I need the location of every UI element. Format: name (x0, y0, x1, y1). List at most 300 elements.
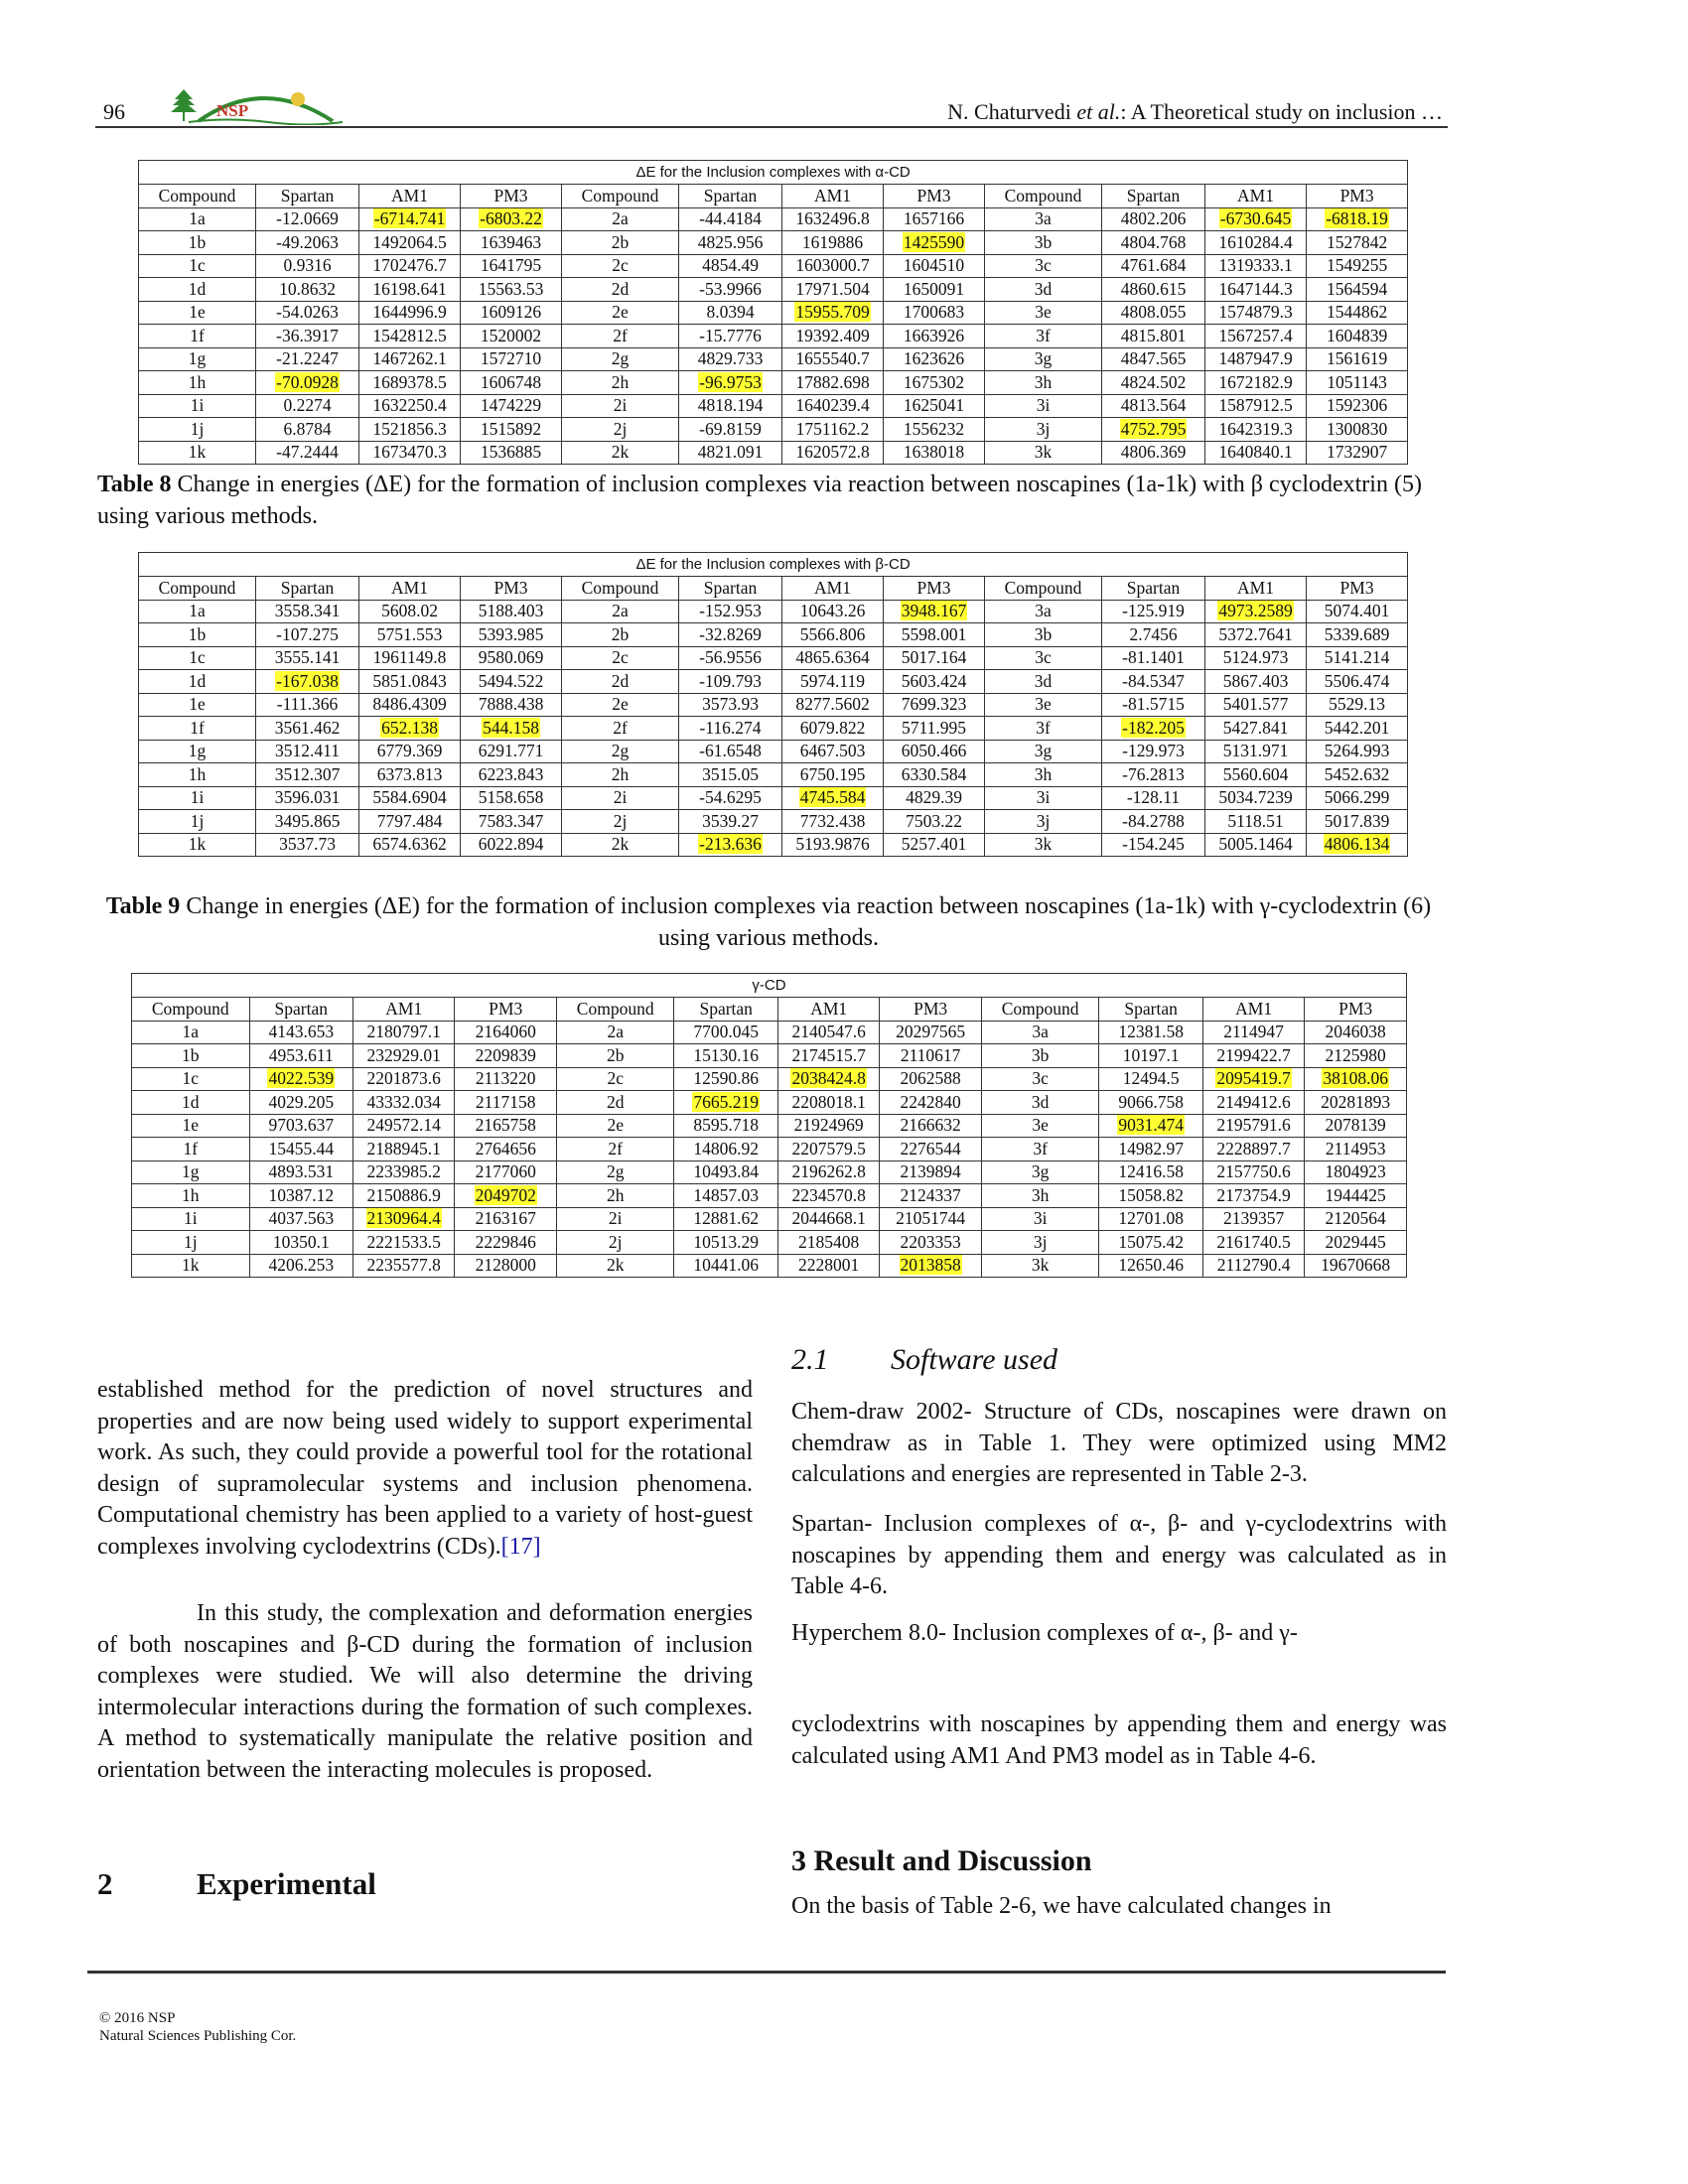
value-cell: 2110617 (880, 1044, 981, 1068)
compound-cell: 1b (132, 1044, 250, 1068)
value-cell: 2161740.5 (1202, 1231, 1304, 1255)
value-cell: 4860.615 (1102, 278, 1205, 302)
value-cell: 4808.055 (1102, 301, 1205, 325)
value-cell: 4815.801 (1102, 325, 1205, 348)
value-cell: 5608.02 (359, 600, 461, 623)
value-cell: 1961149.8 (359, 646, 461, 670)
compound-cell: 3e (981, 1114, 1099, 1138)
compound-cell: 1k (139, 441, 256, 465)
value-cell: 2207579.5 (777, 1138, 879, 1161)
column-header: AM1 (1205, 185, 1307, 208)
value-cell: 1319333.1 (1205, 254, 1307, 278)
value-cell: 1632496.8 (782, 207, 884, 231)
value-cell: 3495.865 (256, 810, 359, 834)
value-cell: 1556232 (884, 418, 985, 442)
value-cell: 4029.205 (249, 1091, 352, 1115)
table-row (132, 1184, 1407, 1208)
table-row (139, 301, 1408, 325)
value-cell: 9580.069 (461, 646, 562, 670)
value-cell: 4022.539 (249, 1067, 352, 1091)
compound-cell: 1j (139, 418, 256, 442)
table-row (139, 670, 1408, 694)
compound-cell: 3k (985, 441, 1102, 465)
compound-cell: 1d (132, 1091, 250, 1115)
compound-cell: 2j (556, 1231, 674, 1255)
value-cell: 1300830 (1307, 418, 1408, 442)
compound-cell: 1f (132, 1138, 250, 1161)
column-header: PM3 (884, 185, 985, 208)
column-header: PM3 (880, 998, 981, 1022)
value-cell: 5141.214 (1307, 646, 1408, 670)
value-cell: 1604510 (884, 254, 985, 278)
value-cell: 4806.369 (1102, 441, 1205, 465)
column-header: AM1 (1202, 998, 1304, 1022)
table-beta-cd (138, 552, 1408, 857)
value-cell: 2164060 (455, 1021, 556, 1044)
value-cell: -69.8159 (679, 418, 782, 442)
value-cell: 5401.577 (1205, 693, 1307, 717)
value-cell: 12881.62 (674, 1207, 777, 1231)
column-header: PM3 (884, 577, 985, 601)
table-row (139, 441, 1408, 465)
value-cell: -76.2813 (1102, 763, 1205, 787)
value-cell: 2228897.7 (1202, 1138, 1304, 1161)
compound-cell: 2h (556, 1184, 674, 1208)
value-cell: 3515.05 (679, 763, 782, 787)
paragraph-study: In this study, the complexation and deformation energies of both noscapines and β-CD during the formation of inclusion complexes were studied. We will also determine the driving intermolecular interactions during the formation of such complexes. A method to systematically manipulate the relative position and orientation between the interacting molecules is proposed. (97, 1600, 753, 1783)
value-cell: 6291.771 (461, 740, 562, 763)
value-cell: 8.0394 (679, 301, 782, 325)
value-cell: 2185408 (777, 1231, 879, 1255)
column-header: Compound (562, 577, 679, 601)
svg-text:NSP: NSP (216, 101, 249, 120)
compound-cell: 2b (562, 231, 679, 255)
value-cell: 5529.13 (1307, 693, 1408, 717)
value-cell: 1592306 (1307, 394, 1408, 418)
value-cell: 17971.504 (782, 278, 884, 302)
value-cell: 10.8632 (256, 278, 359, 302)
table-title: ΔE for the Inclusion complexes with α-CD (139, 161, 1408, 185)
value-cell: 2180797.1 (353, 1021, 455, 1044)
compound-cell: 1d (139, 670, 256, 694)
compound-cell: 3d (985, 670, 1102, 694)
value-cell: 5131.971 (1205, 740, 1307, 763)
compound-cell: 3i (985, 786, 1102, 810)
compound-cell: 2i (562, 394, 679, 418)
value-cell: -70.0928 (256, 371, 359, 395)
value-cell: 7732.438 (782, 810, 884, 834)
value-cell: -36.3917 (256, 325, 359, 348)
value-cell: -109.793 (679, 670, 782, 694)
compound-cell: 1c (139, 646, 256, 670)
value-cell: 12590.86 (674, 1067, 777, 1091)
value-cell: 12416.58 (1099, 1160, 1202, 1184)
value-cell: 1536885 (461, 441, 562, 465)
value-cell: 15075.42 (1099, 1231, 1202, 1255)
table-row (139, 231, 1408, 255)
value-cell: 5442.201 (1307, 717, 1408, 741)
value-cell: 2229846 (455, 1231, 556, 1255)
compound-cell: 3g (981, 1160, 1099, 1184)
value-cell: -167.038 (256, 670, 359, 694)
value-cell: 3512.411 (256, 740, 359, 763)
compound-cell: 1e (139, 301, 256, 325)
value-cell: 6022.894 (461, 833, 562, 857)
compound-cell: 1g (139, 347, 256, 371)
value-cell: 2113220 (455, 1067, 556, 1091)
subsection-heading-software: 2.1 Software used (791, 1343, 1058, 1376)
table-title: γ-CD (132, 974, 1407, 998)
value-cell: 5452.632 (1307, 763, 1408, 787)
value-cell: 14806.92 (674, 1138, 777, 1161)
compound-cell: 2k (556, 1254, 674, 1278)
value-cell: 5393.985 (461, 623, 562, 647)
section-heading-experimental: 2 Experimental (97, 1866, 376, 1901)
value-cell: 4829.39 (884, 786, 985, 810)
table-row (132, 1207, 1407, 1231)
compound-cell: 3f (985, 325, 1102, 348)
value-cell: 4802.206 (1102, 207, 1205, 231)
value-cell: 1657166 (884, 207, 985, 231)
value-cell: 5506.474 (1307, 670, 1408, 694)
compound-cell: 1g (132, 1160, 250, 1184)
value-cell: 5034.7239 (1205, 786, 1307, 810)
value-cell: 1572710 (461, 347, 562, 371)
publisher-text: Natural Sciences Publishing Cor. (99, 2028, 297, 2044)
value-cell: 1606748 (461, 371, 562, 395)
compound-cell: 2b (562, 623, 679, 647)
value-cell: 232929.01 (353, 1044, 455, 1068)
table-9-caption: Table 9 Change in energies (ΔE) for the formation of inclusion complexes via reaction between noscapines (1a-1k) with γ-cyclodextrin (6) using various methods. (105, 893, 1432, 951)
value-cell: 2195791.6 (1202, 1114, 1304, 1138)
value-cell: 19392.409 (782, 325, 884, 348)
value-cell: 38108.06 (1305, 1067, 1407, 1091)
header-rule (95, 126, 1448, 128)
value-cell: 16198.641 (359, 278, 461, 302)
value-cell: -116.274 (679, 717, 782, 741)
value-cell: 2203353 (880, 1231, 981, 1255)
compound-cell: 1e (132, 1114, 250, 1138)
compound-cell: 1i (139, 786, 256, 810)
compound-cell: 1b (139, 231, 256, 255)
value-cell: 2124337 (880, 1184, 981, 1208)
compound-cell: 3i (981, 1207, 1099, 1231)
value-cell: 15955.709 (782, 301, 884, 325)
value-cell: 4761.684 (1102, 254, 1205, 278)
value-cell: 2149412.6 (1202, 1091, 1304, 1115)
compound-cell: 3h (985, 371, 1102, 395)
column-header: Spartan (679, 185, 782, 208)
value-cell: -107.275 (256, 623, 359, 647)
nsp-logo (169, 85, 348, 125)
compound-cell: 1a (132, 1021, 250, 1044)
compound-cell: 2a (562, 207, 679, 231)
value-cell: 1639463 (461, 231, 562, 255)
value-cell: 2038424.8 (777, 1067, 879, 1091)
table-row (139, 394, 1408, 418)
table-row (139, 717, 1408, 741)
value-cell: 2139357 (1202, 1207, 1304, 1231)
value-cell: 43332.034 (353, 1091, 455, 1115)
value-cell: -21.2247 (256, 347, 359, 371)
compound-cell: 2e (562, 693, 679, 717)
value-cell: 2128000 (455, 1254, 556, 1278)
table-row (139, 693, 1408, 717)
value-cell: 4821.091 (679, 441, 782, 465)
value-cell: 17882.698 (782, 371, 884, 395)
value-cell: -84.2788 (1102, 810, 1205, 834)
value-cell: 2174515.7 (777, 1044, 879, 1068)
value-cell: 1672182.9 (1205, 371, 1307, 395)
value-cell: -56.9556 (679, 646, 782, 670)
value-cell: 1642319.3 (1205, 418, 1307, 442)
value-cell: 5603.424 (884, 670, 985, 694)
value-cell: 2049702 (455, 1184, 556, 1208)
value-cell: -213.636 (679, 833, 782, 857)
value-cell: 249572.14 (353, 1114, 455, 1138)
value-cell: 4829.733 (679, 347, 782, 371)
value-cell: 2163167 (455, 1207, 556, 1231)
compound-cell: 3f (985, 717, 1102, 741)
value-cell: 3558.341 (256, 600, 359, 623)
compound-cell: 1c (139, 254, 256, 278)
value-cell: 10387.12 (249, 1184, 352, 1208)
compound-cell: 3e (985, 301, 1102, 325)
table-row (139, 278, 1408, 302)
table-row (132, 1254, 1407, 1278)
value-cell: 1425590 (884, 231, 985, 255)
value-cell: 10197.1 (1099, 1044, 1202, 1068)
compound-cell: 1h (139, 371, 256, 395)
value-cell: 2095419.7 (1202, 1067, 1304, 1091)
column-header: Spartan (249, 998, 352, 1022)
value-cell: 4813.564 (1102, 394, 1205, 418)
value-cell: 6750.195 (782, 763, 884, 787)
value-cell: 4893.531 (249, 1160, 352, 1184)
value-cell: 2166632 (880, 1114, 981, 1138)
value-cell: 2228001 (777, 1254, 879, 1278)
value-cell: 2173754.9 (1202, 1184, 1304, 1208)
citation-link[interactable]: [17] (500, 1533, 541, 1560)
column-header: PM3 (1307, 577, 1408, 601)
value-cell: 6330.584 (884, 763, 985, 787)
value-cell: 4854.49 (679, 254, 782, 278)
column-header: AM1 (1205, 577, 1307, 601)
value-cell: 2208018.1 (777, 1091, 879, 1115)
value-cell: 1732907 (1307, 441, 1408, 465)
value-cell: 1751162.2 (782, 418, 884, 442)
table-row (139, 623, 1408, 647)
column-header: Spartan (1099, 998, 1202, 1022)
value-cell: 4953.611 (249, 1044, 352, 1068)
compound-cell: 1k (132, 1254, 250, 1278)
value-cell: 2209839 (455, 1044, 556, 1068)
compound-cell: 2h (562, 763, 679, 787)
compound-cell: 1k (139, 833, 256, 857)
value-cell: -128.11 (1102, 786, 1205, 810)
value-cell: -111.366 (256, 693, 359, 717)
value-cell: -49.2063 (256, 231, 359, 255)
column-header: Spartan (1102, 577, 1205, 601)
value-cell: 2013858 (880, 1254, 981, 1278)
value-cell: 4973.2589 (1205, 600, 1307, 623)
compound-cell: 1j (132, 1231, 250, 1255)
compound-cell: 3h (981, 1184, 1099, 1208)
compound-cell: 1d (139, 278, 256, 302)
value-cell: 1641795 (461, 254, 562, 278)
value-cell: 2029445 (1305, 1231, 1407, 1255)
column-header: Compound (985, 185, 1102, 208)
compound-cell: 2d (556, 1091, 674, 1115)
value-cell: 20281893 (1305, 1091, 1407, 1115)
value-cell: 5118.51 (1205, 810, 1307, 834)
value-cell: 10513.29 (674, 1231, 777, 1255)
value-cell: 4752.795 (1102, 418, 1205, 442)
value-cell: 2199422.7 (1202, 1044, 1304, 1068)
table-row (132, 1114, 1407, 1138)
value-cell: 1574879.3 (1205, 301, 1307, 325)
compound-cell: 3k (981, 1254, 1099, 1278)
value-cell: -84.5347 (1102, 670, 1205, 694)
column-header: Compound (981, 998, 1099, 1022)
value-cell: 4806.134 (1307, 833, 1408, 857)
column-header: AM1 (353, 998, 455, 1022)
value-cell: 2196262.8 (777, 1160, 879, 1184)
value-cell: 1492064.5 (359, 231, 461, 255)
value-cell: 4745.584 (782, 786, 884, 810)
table-row (139, 325, 1408, 348)
column-header: PM3 (1305, 998, 1407, 1022)
column-header: PM3 (1307, 185, 1408, 208)
value-cell: 5017.164 (884, 646, 985, 670)
compound-cell: 2k (562, 833, 679, 857)
value-cell: -15.7776 (679, 325, 782, 348)
compound-cell: 1g (139, 740, 256, 763)
table-row (139, 833, 1408, 857)
value-cell: 1609126 (461, 301, 562, 325)
value-cell: -61.6548 (679, 740, 782, 763)
compound-cell: 1h (132, 1184, 250, 1208)
compound-cell: 2f (562, 325, 679, 348)
table-row (139, 786, 1408, 810)
compound-cell: 3i (985, 394, 1102, 418)
value-cell: 4825.956 (679, 231, 782, 255)
value-cell: 14857.03 (674, 1184, 777, 1208)
value-cell: -96.9753 (679, 371, 782, 395)
table-row (139, 740, 1408, 763)
value-cell: 2764656 (455, 1138, 556, 1161)
value-cell: -53.9966 (679, 278, 782, 302)
compound-cell: 3g (985, 347, 1102, 371)
value-cell: 4847.565 (1102, 347, 1205, 371)
column-header: Spartan (679, 577, 782, 601)
table-row (139, 254, 1408, 278)
value-cell: 1663926 (884, 325, 985, 348)
column-header: AM1 (782, 577, 884, 601)
value-cell: 12650.46 (1099, 1254, 1202, 1278)
value-cell: 2150886.9 (353, 1184, 455, 1208)
value-cell: 6223.843 (461, 763, 562, 787)
compound-cell: 2g (562, 347, 679, 371)
column-header: Compound (985, 577, 1102, 601)
table-row (139, 600, 1408, 623)
value-cell: 2233985.2 (353, 1160, 455, 1184)
value-cell: 4804.768 (1102, 231, 1205, 255)
table-row (132, 1138, 1407, 1161)
value-cell: 1527842 (1307, 231, 1408, 255)
value-cell: -44.4184 (679, 207, 782, 231)
table-8-caption: Table 8 Change in energies (ΔE) for the formation of inclusion complexes via reaction between noscapines (1a-1k) with β cyclodextrin (5) using various methods. (97, 472, 1422, 529)
value-cell: 2139894 (880, 1160, 981, 1184)
column-header: Spartan (256, 185, 359, 208)
value-cell: 1544862 (1307, 301, 1408, 325)
value-cell: 2234570.8 (777, 1184, 879, 1208)
compound-cell: 2f (556, 1138, 674, 1161)
value-cell: 1700683 (884, 301, 985, 325)
value-cell: 1567257.4 (1205, 325, 1307, 348)
value-cell: 5598.001 (884, 623, 985, 647)
value-cell: 0.9316 (256, 254, 359, 278)
value-cell: 21051744 (880, 1207, 981, 1231)
table-row (132, 1160, 1407, 1184)
value-cell: 10350.1 (249, 1231, 352, 1255)
value-cell: 15563.53 (461, 278, 562, 302)
value-cell: 7665.219 (674, 1091, 777, 1115)
value-cell: 4143.653 (249, 1021, 352, 1044)
compound-cell: 2g (556, 1160, 674, 1184)
value-cell: 12494.5 (1099, 1067, 1202, 1091)
value-cell: 1520002 (461, 325, 562, 348)
value-cell: 5017.839 (1307, 810, 1408, 834)
compound-cell: 1i (132, 1207, 250, 1231)
compound-cell: 3c (985, 646, 1102, 670)
value-cell: -154.245 (1102, 833, 1205, 857)
value-cell: 1632250.4 (359, 394, 461, 418)
value-cell: 20297565 (880, 1021, 981, 1044)
value-cell: 6079.822 (782, 717, 884, 741)
value-cell: 9031.474 (1099, 1114, 1202, 1138)
compound-cell: 2g (562, 740, 679, 763)
value-cell: 3596.031 (256, 786, 359, 810)
value-cell: 1467262.1 (359, 347, 461, 371)
compound-cell: 1f (139, 325, 256, 348)
value-cell: 1521856.3 (359, 418, 461, 442)
value-cell: 1604839 (1307, 325, 1408, 348)
value-cell: 1804923 (1305, 1160, 1407, 1184)
value-cell: 1640239.4 (782, 394, 884, 418)
paragraph-hyperchem-cont: cyclodextrins with noscapines by appending them and energy was calculated using AM1 And PM3 model as in Table 4-6. (791, 1711, 1447, 1769)
value-cell: 2062588 (880, 1067, 981, 1091)
value-cell: 12701.08 (1099, 1207, 1202, 1231)
value-cell: 3561.462 (256, 717, 359, 741)
compound-cell: 1i (139, 394, 256, 418)
value-cell: 1675302 (884, 371, 985, 395)
value-cell: 21924969 (777, 1114, 879, 1138)
value-cell: -125.919 (1102, 600, 1205, 623)
value-cell: 6373.813 (359, 763, 461, 787)
value-cell: 6779.369 (359, 740, 461, 763)
value-cell: 5566.806 (782, 623, 884, 647)
compound-cell: 2c (556, 1067, 674, 1091)
value-cell: 1640840.1 (1205, 441, 1307, 465)
compound-cell: 1f (139, 717, 256, 741)
value-cell: 7503.22 (884, 810, 985, 834)
compound-cell: 2k (562, 441, 679, 465)
value-cell: 1944425 (1305, 1184, 1407, 1208)
running-title: N. Chaturvedi et al.: A Theoretical study on inclusion … (947, 99, 1443, 124)
value-cell: 4206.253 (249, 1254, 352, 1278)
value-cell: 5751.553 (359, 623, 461, 647)
